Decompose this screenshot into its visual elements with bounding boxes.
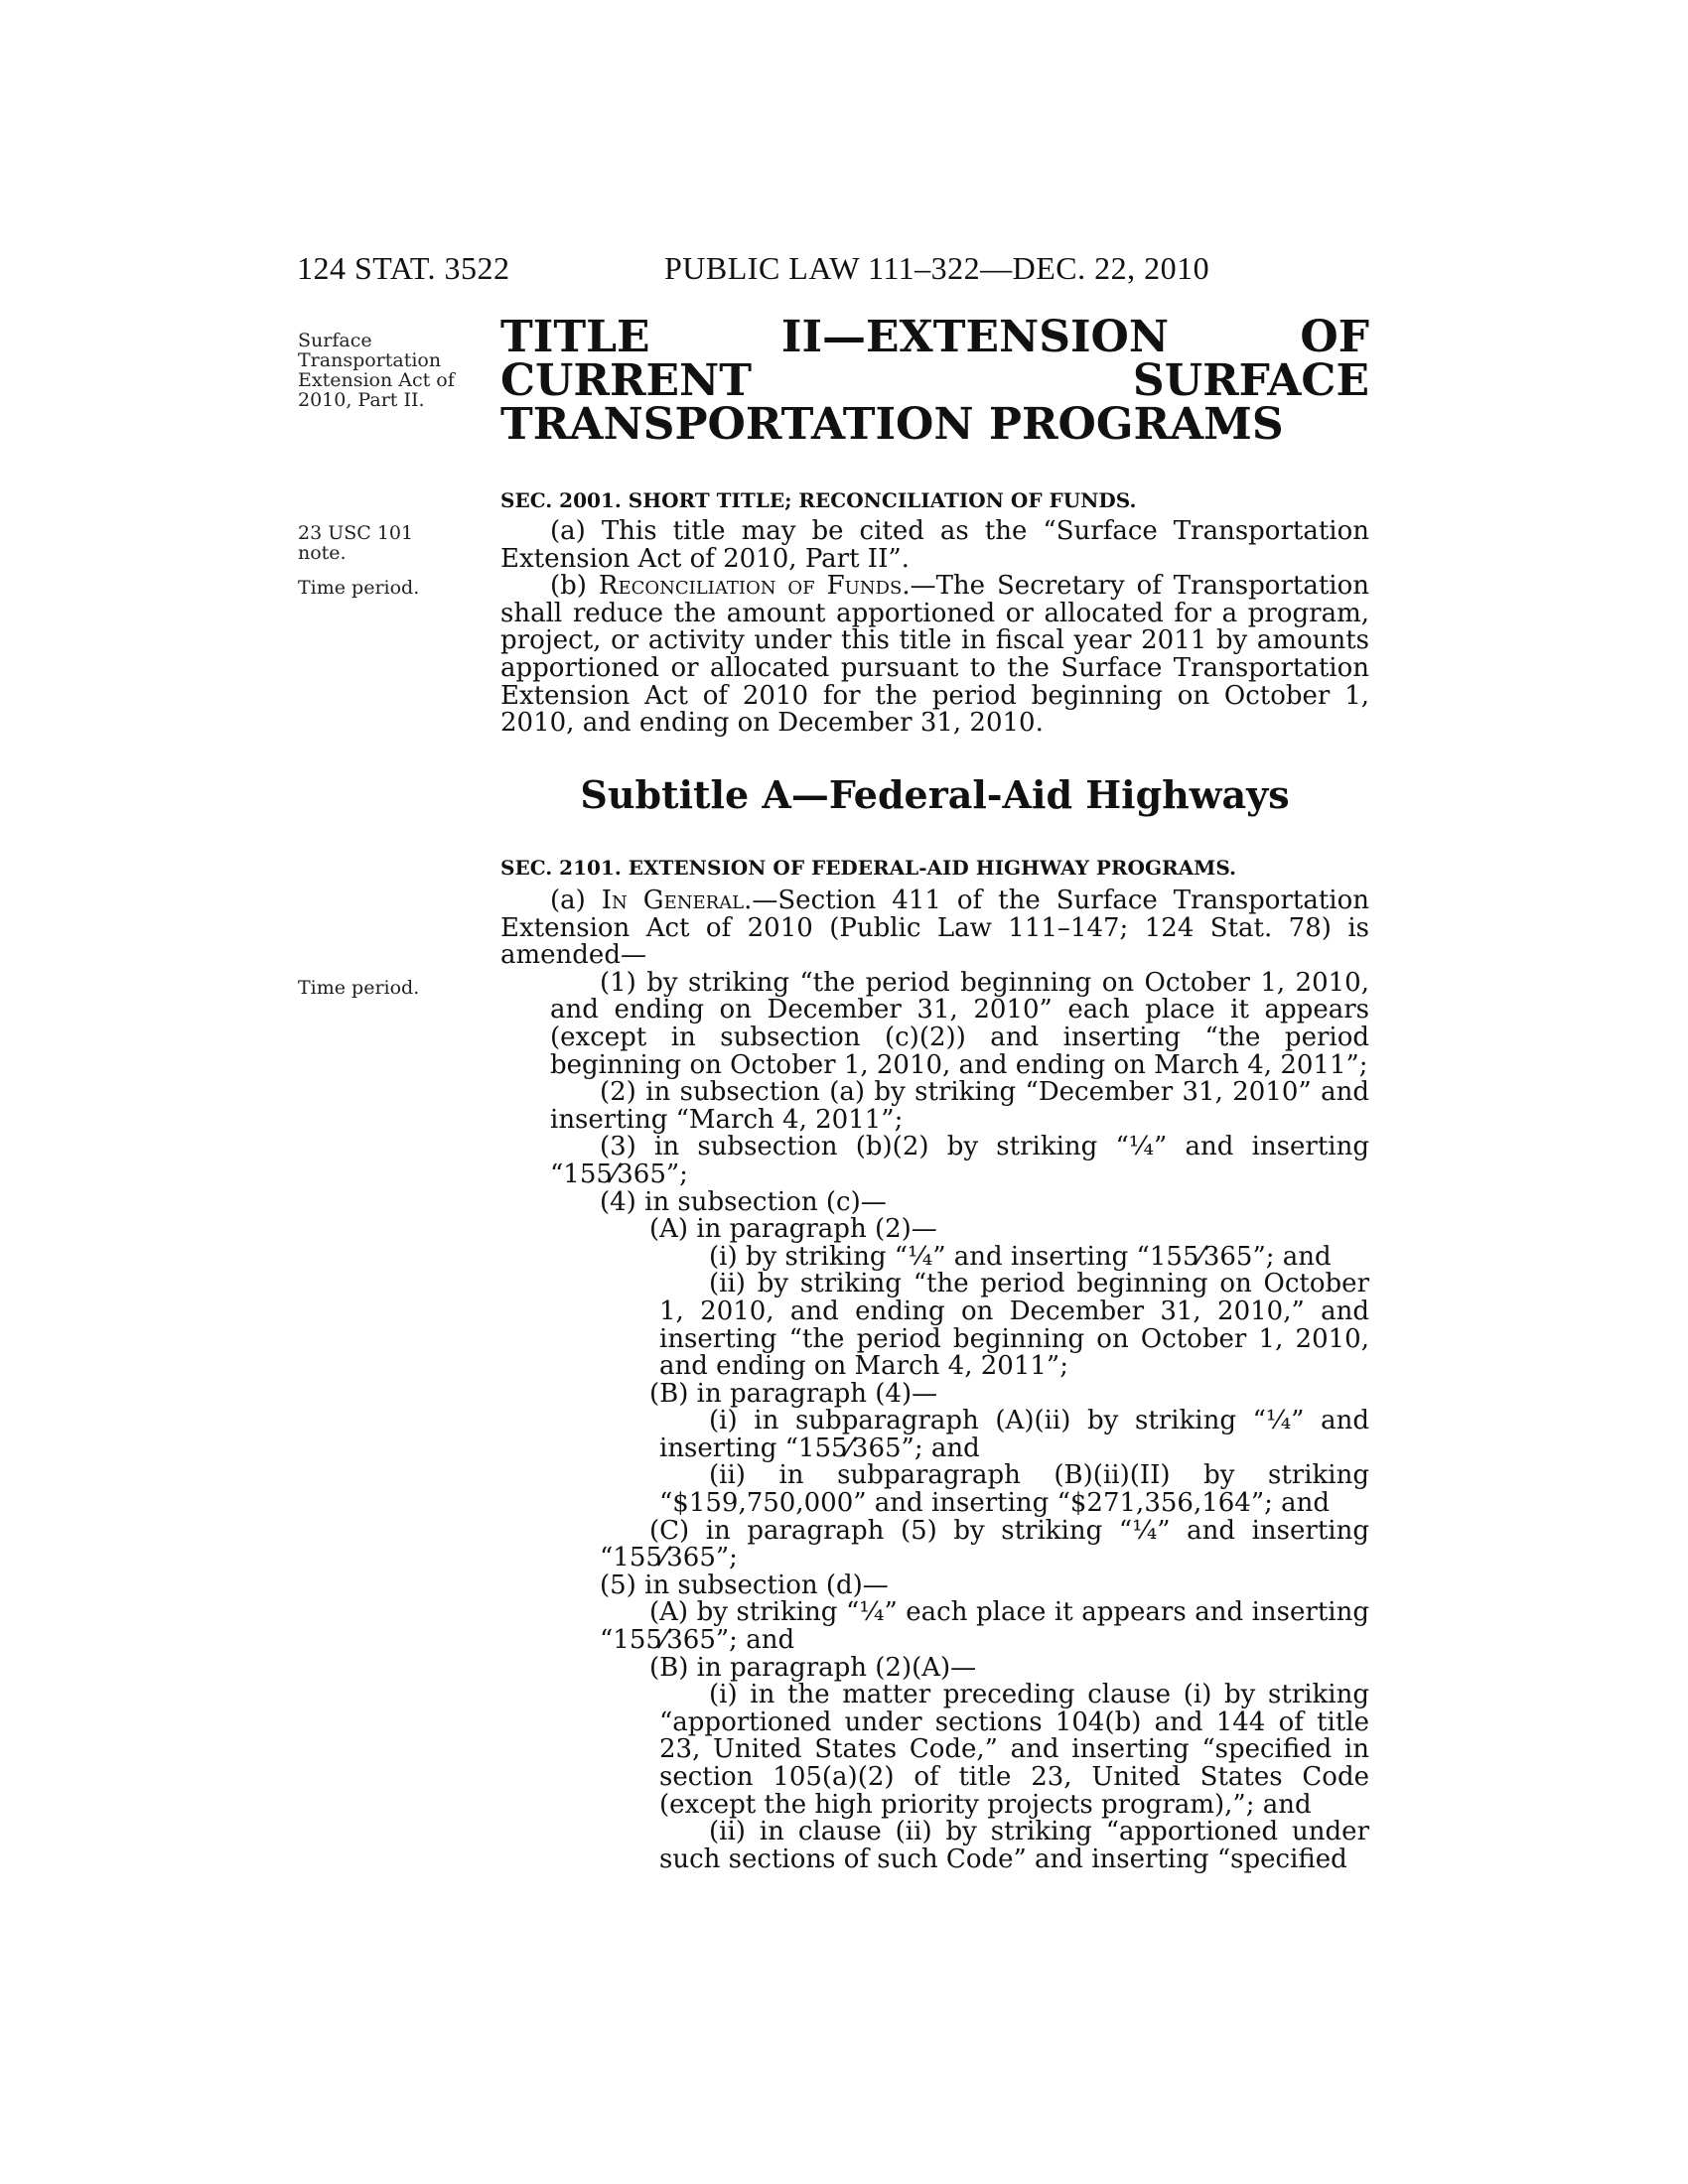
section-2101-a-prefix: (a)	[550, 886, 602, 915]
paragraph-2: (2) in subsection (a) by striking “December 31, 2010” and inserting “March 4, 2011”;	[550, 1077, 1369, 1135]
section-2101-heading: SEC. 2101. EXTENSION OF FEDERAL-AID HIGHWAY PROGRAMS.	[500, 856, 1237, 880]
running-head	[297, 250, 1379, 286]
paragraph-4-B: (B) in paragraph (4)—	[649, 1378, 938, 1409]
paragraph-4-B-i: (i) in subparagraph (A)(ii) by striking “¼” and inserting “155⁄365”; and	[659, 1406, 1369, 1463]
section-2001-b-text: .—The Secretary of Transportation shall reduce the amount apportioned or allocated for a program, project, or activity under this title in fiscal year 2011 by amounts apportioned or allocated pursuant to the Surface Transportation Extension Act of 2010 for the period beginning on October 1, 2010, and ending on December 31, 2010.	[500, 571, 1369, 739]
section-2001-heading: SEC. 2001. SHORT TITLE; RECONCILIATION OF FUNDS.	[500, 488, 1137, 512]
section-2001-b-prefix: (b)	[550, 571, 599, 602]
section-2001-body	[500, 518, 1369, 738]
paragraph-4-A-ii: (ii) by striking “the period beginning on October 1, 2010, and ending on December 31, 2010,” and inserting “the period beginning on October 1, 2010, and ending on March 4, 2011”;	[659, 1269, 1369, 1382]
margin-note-short-title: Surface Transportation Extension Act of 2010, Part II.	[298, 330, 455, 411]
margin-note-time-period: Time period.	[298, 577, 420, 599]
section-2101-a-label: In General	[601, 886, 745, 915]
stat-reference: 124 STAT. 3522	[297, 250, 510, 286]
paragraph-3: (3) in subsection (b)(2) by striking “¼” and inserting “155⁄365”;	[550, 1132, 1369, 1189]
paragraph-4-A-i: (i) by striking “¼” and inserting “155⁄365”; and	[709, 1241, 1332, 1272]
paragraph-5-B-i: (i) in the matter preceding clause (i) by striking “apportioned under sections 104(b) and 144 of title 23, United States Code,” and inserting “specified in section 105(a)(2) of title 23, United States Code (except the high priority projects program),”; and	[659, 1680, 1369, 1820]
section-2001-a: (a) This title may be cited as the “Surface Transportation Extension Act of 2010, Part II”.	[500, 516, 1369, 574]
law-citation: PUBLIC LAW 111–322—DEC. 22, 2010	[664, 250, 1210, 286]
paragraph-4-C: (C) in paragraph (5) by striking “¼” and inserting “155⁄365”;	[600, 1515, 1369, 1573]
paragraph-5-B-ii: (ii) in clause (ii) by striking “apportioned under such sections of such Code” and inserting “specified	[659, 1817, 1369, 1874]
title-heading: TITLE II—EXTENSION OF CURRENT SURFACE TRANSPORTATION PROGRAMS	[500, 312, 1369, 450]
paragraph-4-B-ii: (ii) in subparagraph (B)(ii)(II) by striking “$159,750,000” and inserting “$271,356,164”; and	[659, 1460, 1369, 1519]
margin-note-time-period-2: Time period.	[298, 977, 420, 999]
paragraph-5-B: (B) in paragraph (2)(A)—	[649, 1652, 977, 1683]
section-2001-b-label: Reconciliation of Funds	[598, 571, 903, 602]
paragraph-4-A: (A) in paragraph (2)—	[649, 1214, 937, 1245]
section-2101-body	[500, 887, 1369, 1873]
paragraph-5: (5) in subsection (d)—	[600, 1570, 889, 1600]
section-2101-a	[500, 887, 1369, 970]
paragraph-5-A: (A) by striking “¼” each place it appears and inserting “155⁄365”; and	[600, 1597, 1369, 1656]
paragraph-1: (1) by striking “the period beginning on October 1, 2010, and ending on December 31, 2010” each place it appears (except in subsection (c)(2)) and inserting “the period beginning on October 1, 2010, and ending on March 4, 2011”;	[550, 967, 1369, 1080]
margin-note-usc: 23 USC 101 note.	[298, 522, 414, 564]
paragraph-4: (4) in subsection (c)—	[600, 1186, 887, 1217]
section-2101-a-text: .—Section 411 of the Surface Transportation Extension Act of 2010 (Public Law 111–147; 124 Stat. 78) is amended—	[500, 886, 1369, 971]
subtitle-heading: Subtitle A—Federal-Aid Highways	[580, 772, 1290, 817]
section-2001-b	[500, 573, 1369, 738]
